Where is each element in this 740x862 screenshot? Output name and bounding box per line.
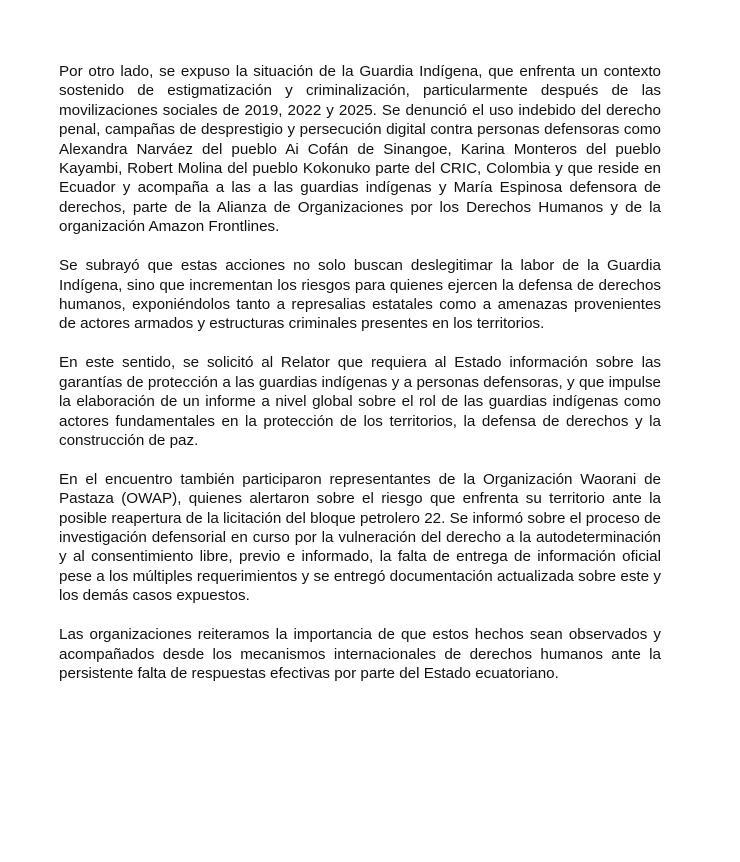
paragraph-owap: En el encuentro también participaron representantes de la Organización Waorani de Pastaza (OWAP), quienes alertaron sobre el riesgo que enfrenta su territorio ante la posible reapertura de la licitación del bloque petrolero 22. Se informó sobre el proceso de investigación defensorial en curso por la vulneración del derecho a la autodeterminación y al consentimiento libre, previo e informado, la falta de entrega de información oficial pese a los múltiples requerimientos y se entregó documentación actualizada sobre este y los demás casos expuestos. — [59, 470, 661, 605]
paragraph-riesgos: Se subrayó que estas acciones no solo buscan deslegitimar la labor de la Guardia Indígena, sino que incrementan los riesgos para quienes ejercen la defensa de derechos humanos, exponiéndolos tanto a represalias estatales como a amenazas provenientes de actores armados y estructuras criminales presentes en los territorios. — [59, 257, 661, 333]
paragraph-conclusion: Las organizaciones reiteramos la importancia de que estos hechos sean observados y acompañados desde los mecanismos internacionales de derechos humanos ante la persistente falta de respuestas efectivas por parte del Estado ecuatoriano. — [59, 626, 661, 682]
paragraph-solicitud-relator: En este sentido, se solicitó al Relator que requiera al Estado información sobre las garantías de protección a las guardias indígenas y a personas defensoras, y que impulse la elaboración de un informe a nivel global sobre el rol de las guardias indígenas como actores fundamentales en la protección de los territorios, la defensa de derechos y la construcción de paz. — [59, 354, 661, 449]
document-body — [59, 62, 661, 703]
paragraph-guardia-indigena: Por otro lado, se expuso la situación de la Guardia Indígena, que enfrenta un contexto sostenido de estigmatización y criminalización, particularmente después de las movilizaciones sociales de 2019, 2022 y 2025. Se denunció el uso indebido del derecho penal, campañas de desprestigio y persecución digital contra personas defensoras como Alexandra Narváez del pueblo Ai Cofán de Sinangoe, Karina Monteros del pueblo Kayambi, Robert Molina del pueblo Kokonuko parte del CRIC, Colombia y que reside en Ecuador y acompaña a las a las guardias indígenas y María Espinosa defensora de derechos, parte de la Alianza de Organizaciones por los Derechos Humanos y de la organización Amazon Frontlines. — [59, 63, 661, 236]
